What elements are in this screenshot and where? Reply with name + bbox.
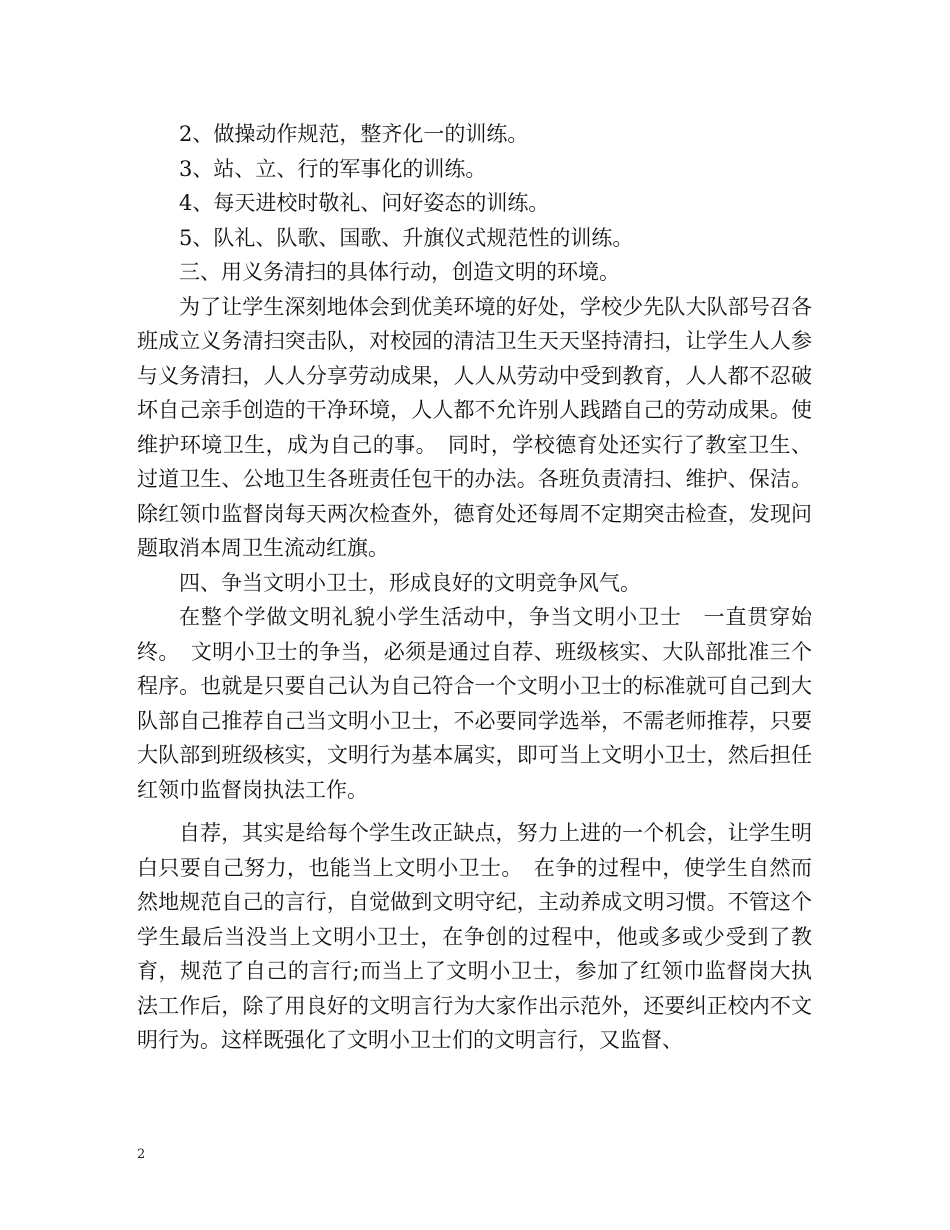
paragraph-cleaning: 为了让学生深刻地体会到优美环境的好处，学校少先队大队部号召各班成立义务清扫突击队，对校园的清洁卫生天天坚持清扫，让学生人人参与义务清扫，人人分享劳动成果，人人从劳动中受到教育，人人都不忍破坏自己亲手创造的干净环境，人人都不允许别人践踏自己的劳动成果。使维护环境卫生，成为自己的事。 同时，学校德育处还实行了教室卫生、过道卫生、公地卫生各班责任包干的办法。各班负责清扫、维护、保洁。除红领巾监督岗每天两次检查外，德育处还每周不定期突击检查，发现问题取消本周卫生流动红旗。 [137,294,812,560]
paragraph-item-4: 4、每天进校时敬礼、问好姿态的训练。 [179,191,550,215]
paragraph-item-2: 2、做操动作规范，整齐化一的训练。 [179,122,529,146]
paragraph-item-5: 5、队礼、队歌、国歌、升旗仪式规范性的训练。 [179,225,634,250]
document-body [137,117,812,1058]
section-heading-4: 四、争当文明小卫士，形成良好的文明竞争风气。 [179,570,641,595]
section-heading-3: 三、用义务清扫的具体行动，创造文明的环境。 [179,260,620,284]
paragraph-item-3: 3、站、立、行的军事化的训练。 [179,156,487,181]
paragraph-self-recommendation: 自荐，其实是给每个学生改正缺点，努力上进的一个机会，让学生明白只要自己努力，也能当上文明小卫士。 在争的过程中，使学生自然而然地规范自己的言行，自觉做到文明守纪，主动养成文明习惯。不管这个学生最后当没当上文明小卫士，在争创的过程中，他或多或少受到了教育，规范了自己的言行;而当上了文明小卫士，参加了红领巾监督岗大执法工作后，除了用良好的文明言行为大家作出示范外，还要纠正校内不文明行为。这样既强化了文明小卫士们的文明言行，又监督、 [137,821,812,1052]
page-number: 2 [137,1147,146,1162]
paragraph-guardian-selection: 在整个学做文明礼貌小学生活动中，争当文明小卫士 一直贯穿始终。 文明小卫士的争当，必须是通过自荐、班级核实、大队部批准三个程序。也就是只要自己认为自己符合一个文明小卫士的标准就可自己到大队部自己推荐自己当文明小卫士，不必要同学选举，不需老师推荐，只要大队部到班级核实，文明行为基本属实，即可当上文明小卫士，然后担任红领巾监督岗执法工作。 [137,605,812,802]
